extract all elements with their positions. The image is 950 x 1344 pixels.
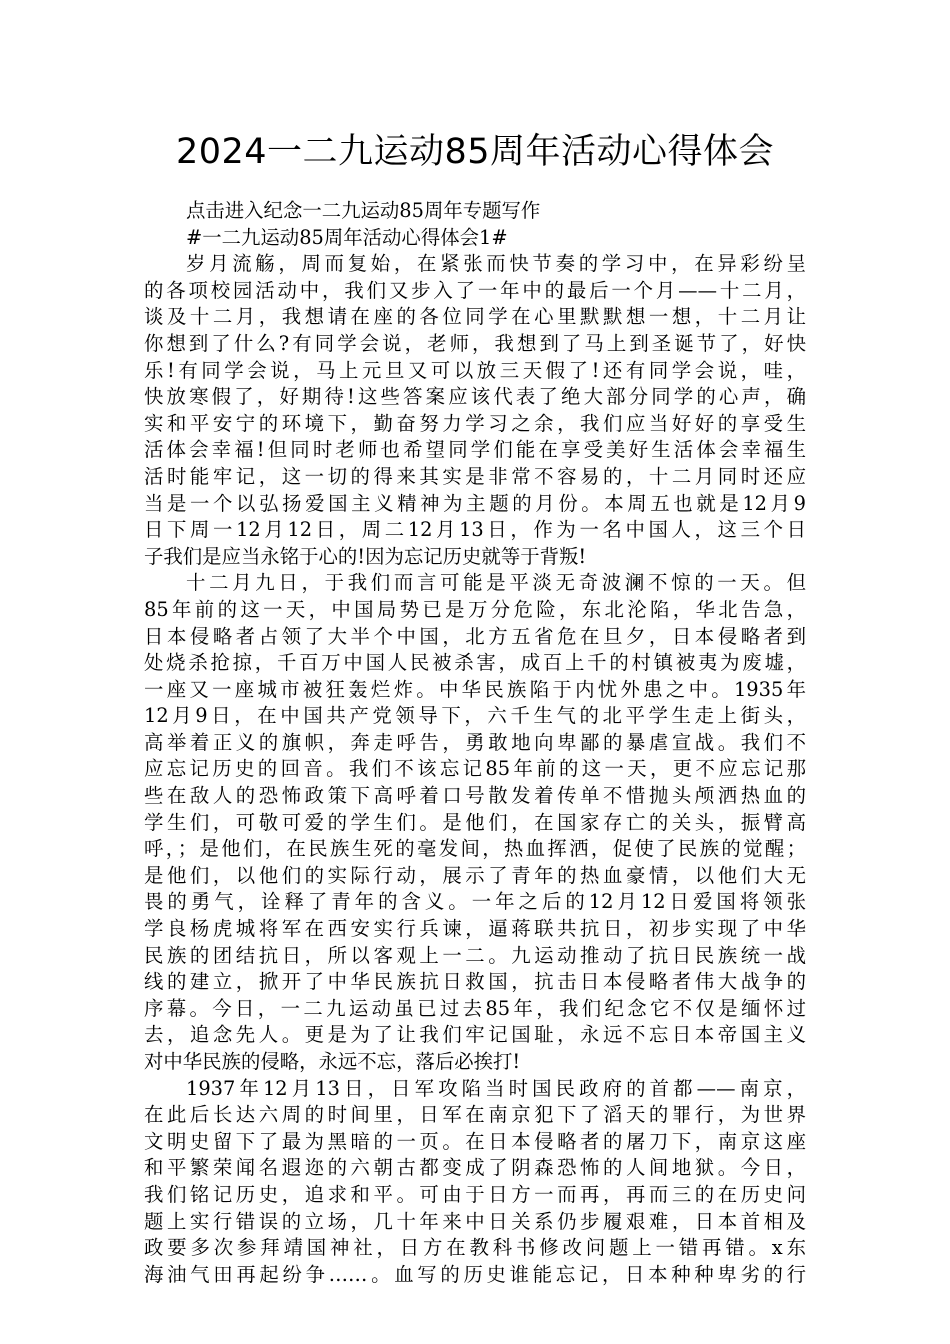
text-line: 日下周一12月12日，周二12月13日，作为一名中国人，这三个日	[144, 518, 806, 542]
text-line: 乐!有同学会说，马上元旦又可以放三天假了!还有同学会说，哇，	[144, 358, 806, 382]
text-line: 一座又一座城市被狂轰烂炸。中华民族陷于内忧外患之中。1935年	[144, 677, 806, 701]
text-line: 海油气田再起纷争……。血写的历史谁能忘记，日本种种卑劣的行	[144, 1262, 806, 1286]
document-body	[144, 198, 806, 1288]
text-line: 子我们是应当永铭于心的!因为忘记历史就等于背叛!	[144, 544, 587, 568]
text-line: 学生们，可敬可爱的学生们。是他们，在国家存亡的关头，振臂高	[144, 810, 806, 834]
text-line: 当是一个以弘扬爱国主义精神为主题的月份。本周五也就是12月9	[144, 491, 806, 515]
text-line: 12月9日，在中国共产党领导下，六千生气的北平学生走上街头，	[144, 704, 806, 728]
text-line: 和平繁荣闻名遐迩的六朝古都变成了阴森恐怖的人间地狱。今日，	[144, 1156, 806, 1180]
text-line: 文明史留下了最为黑暗的一页。在日本侵略者的屠刀下，南京这座	[144, 1129, 806, 1153]
text-line: 85年前的这一天，中国局势已是万分危险，东北沦陷，华北告急，	[144, 597, 806, 621]
text-line: 应忘记历史的回音。我们不该忘记85年前的这一天，更不应忘记那	[144, 757, 806, 781]
text-line: #一二九运动85周年活动心得体会1#	[186, 225, 508, 249]
text-line: 的各项校园活动中，我们又步入了一年中的最后一个月——十二月，	[144, 278, 806, 302]
text-line: 活体会幸福!但同时老师也希望同学们能在享受美好生活体会幸福生	[144, 438, 806, 462]
document-title: 2024一二九运动85周年活动心得体会	[175, 132, 775, 172]
text-line: 呼，；是他们，在民族生死的毫发间，热血挥洒，促使了民族的觉醒；	[144, 837, 806, 861]
text-line: 实和平安宁的环境下，勤奋努力学习之余，我们应当好好的享受生	[144, 411, 806, 435]
text-line: 谈及十二月，我想请在座的各位同学在心里默默想一想，十二月让	[144, 305, 806, 329]
text-line: 点击进入纪念一二九运动85周年专题写作	[186, 199, 541, 222]
text-line: 1937年12月13日，日军攻陷当时国民政府的首都——南京，	[186, 1076, 806, 1100]
text-line: 政要多次参拜靖国神社，日方在教科书修改问题上一错再错。x东	[144, 1236, 806, 1260]
text-line: 畏的勇气，诠释了青年的含义。一年之后的12月12日爱国将领张	[144, 890, 806, 914]
text-line: 你想到了什么?有同学会说，老师，我想到了马上到圣诞节了，好快	[144, 331, 806, 355]
text-line: 我们铭记历史，追求和平。可由于日方一而再，再而三的在历史问	[144, 1182, 806, 1206]
text-line: 十二月九日，于我们而言可能是平淡无奇波澜不惊的一天。但	[186, 571, 806, 595]
text-line: 民族的团结抗日，所以客观上一二。九运动推动了抗日民族统一战	[144, 943, 806, 967]
text-line: 题上实行错误的立场，几十年来中日关系仍步履艰难，日本首相及	[144, 1209, 806, 1233]
text-line: 线的建立，掀开了中华民族抗日救国，抗击日本侵略者伟大战争的	[144, 970, 806, 994]
text-line: 学良杨虎城将军在西安实行兵谏，逼蒋联共抗日，初步实现了中华	[144, 917, 806, 941]
text-line: 是他们，以他们的实际行动，展示了青年的热血豪情，以他们大无	[144, 863, 806, 887]
text-line: 高举着正义的旗帜，奔走呼告，勇敢地向卑鄙的暴虐宣战。我们不	[144, 730, 806, 754]
text-line: 处烧杀抢掠，千百万中国人民被杀害，成百上千的村镇被夷为废墟，	[144, 651, 806, 675]
text-line: 些在敌人的恐怖政策下高呼着口号散发着传单不惜抛头颅洒热血的	[144, 784, 806, 808]
text-line: 日本侵略者占领了大半个中国，北方五省危在旦夕，日本侵略者到	[144, 624, 806, 648]
text-line: 在此后长达六周的时间里，日军在南京犯下了滔天的罪行，为世界	[144, 1103, 806, 1127]
text-line: 序幕。今日，一二九运动虽已过去85年，我们纪念它不仅是缅怀过	[144, 996, 806, 1020]
text-line: 去，追念先人。更是为了让我们牢记国耻，永远不忘日本帝国主义	[144, 1023, 806, 1047]
text-line: 对中华民族的侵略，永远不忘，落后必挨打!	[144, 1050, 521, 1073]
text-line: 快放寒假了，好期待!这些答案应该代表了绝大部分同学的心声，确	[144, 385, 806, 409]
text-line: 活时能牢记，这一切的得来其实是非常不容易的，十二月同时还应	[144, 464, 806, 488]
text-line: 岁月流觞，周而复始，在紧张而快节奏的学习中，在异彩纷呈	[186, 252, 806, 276]
